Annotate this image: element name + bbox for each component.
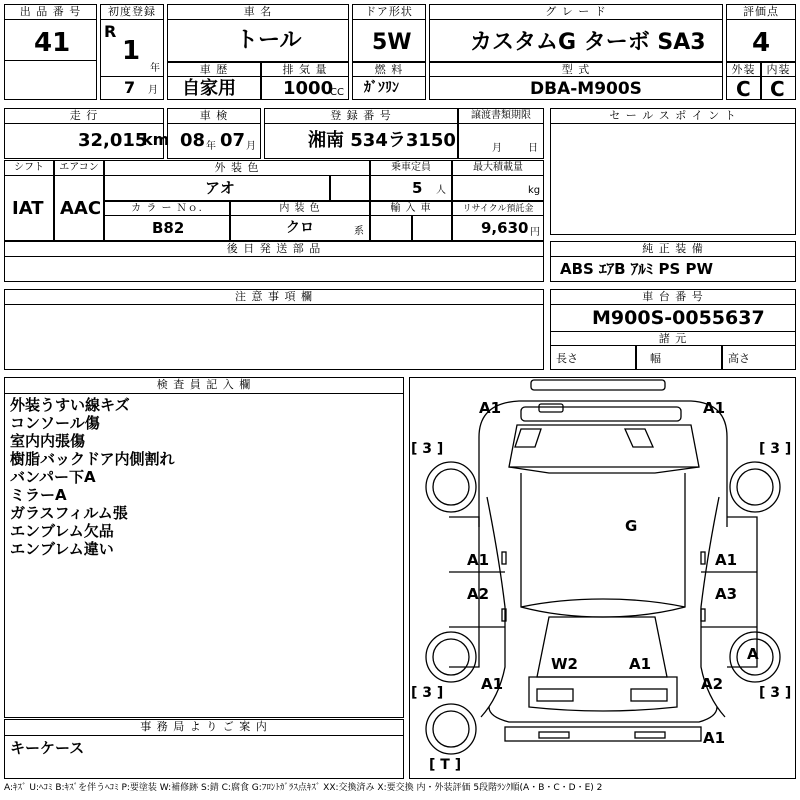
plate-label: 登 録 番 号 [264, 108, 458, 124]
import-label: 輸 入 車 [370, 201, 452, 216]
mileage-unit: km [142, 130, 170, 149]
plate-number: 湘南 534ラ3150 [308, 130, 456, 151]
model: DBA-M900S [530, 79, 642, 99]
transfer-label: 譲渡書類期限 [458, 108, 544, 124]
exterior-label: 外装 [726, 62, 761, 77]
damage-mark: A1 [703, 729, 726, 747]
score: 4 [752, 28, 771, 58]
inspector-note: ミラーA [10, 486, 67, 504]
inspector-note: 樹脂バックドア内側割れ [10, 450, 175, 468]
tire-tread-mark: [ 3 ] [759, 441, 792, 457]
history-label: 車 歴 [167, 62, 261, 77]
lot-sub-cell [4, 60, 97, 100]
tire-tread-mark: [ T ] [429, 757, 462, 773]
interior-color-unit: 系 [354, 226, 364, 237]
damage-mark: A1 [479, 399, 502, 417]
recycle-fee: 9,630 [481, 219, 529, 237]
door-label: ドア形状 [352, 4, 426, 20]
equipment-label: 純 正 装 備 [550, 241, 796, 257]
inspection-month-unit: 月 [246, 141, 256, 152]
inspection-year-unit: 年 [206, 141, 216, 152]
displacement-unit: CC [330, 87, 344, 98]
cowl-line [509, 467, 699, 473]
rear-outline [489, 707, 717, 722]
front-bumper-top [531, 380, 665, 390]
color-label: 外 装 色 [104, 160, 370, 176]
model-label: 型 式 [429, 62, 723, 77]
rear-lamp-left [537, 689, 573, 701]
damage-mark: A1 [629, 655, 652, 673]
width-label: 幅 [650, 352, 661, 365]
front-grille [521, 407, 681, 421]
import-cell-a [370, 215, 412, 241]
car-name: トール [236, 28, 302, 53]
interior-color: クロ [286, 220, 314, 236]
capacity-label: 乗車定員 [370, 160, 452, 176]
first-reg-label: 初度登録 [100, 4, 164, 20]
month-unit: 月 [148, 85, 158, 96]
inspection-label: 車 検 [167, 108, 261, 124]
grade-label: グ レ ー ド [429, 4, 723, 20]
first-reg-month: 7 [124, 78, 136, 97]
caution-box [4, 304, 544, 370]
inspector-notes [10, 396, 175, 558]
rear-bumper [505, 727, 701, 741]
damage-mark: A2 [467, 585, 490, 603]
inspector-note: エンブレム違い [10, 540, 114, 558]
rear-plate-right [635, 732, 665, 738]
year-unit: 年 [150, 63, 160, 74]
color-number: B82 [152, 219, 185, 237]
body-spacer [447, 517, 747, 637]
interior-grade: C [770, 77, 785, 101]
shift-label: シフト [4, 160, 54, 176]
length-label: 長さ [556, 352, 578, 365]
interior-color-label: 内 装 色 [230, 201, 370, 216]
sales-point-label: セ ー ル ス ポ イ ン ト [550, 108, 796, 124]
damage-mark: A2 [701, 675, 724, 693]
transfer-day-unit: 日 [528, 143, 538, 154]
damage-mark: A1 [467, 551, 490, 569]
mileage-label: 走 行 [4, 108, 164, 124]
rear-roof-line [521, 599, 685, 607]
damage-mark: A1 [715, 551, 738, 569]
windshield [509, 425, 699, 467]
score-label: 評価点 [726, 4, 796, 20]
later-parts-label: 後 日 発 送 部 品 [4, 241, 544, 257]
ac-label: エアコン [54, 160, 104, 176]
sales-point-box [550, 123, 796, 235]
history: 自家用 [182, 78, 236, 99]
mileage: 32,015 [78, 130, 148, 151]
office-label: 事 務 局 よ り ご 案 内 [4, 719, 404, 736]
displacement-label: 排 気 量 [261, 62, 349, 77]
damage-mark: A1 [703, 399, 726, 417]
inspection-month: 07 [220, 130, 246, 151]
capacity: 5 [412, 179, 423, 197]
inspector-note: エンブレム欠品 [10, 522, 114, 540]
first-reg-year: 1 [122, 36, 141, 66]
grade: カスタムG ターボ SA3 [470, 30, 706, 55]
chassis-label: 車 台 番 号 [550, 289, 796, 305]
caution-label: 注 意 事 項 欄 [4, 289, 544, 305]
wiper-right [625, 429, 653, 447]
tire-tread-mark: [ 3 ] [411, 441, 444, 457]
transfer-month-unit: 月 [492, 143, 502, 154]
load-label: 最大積載量 [452, 160, 544, 176]
left-handle-front [502, 552, 506, 564]
height-label: 高さ [728, 352, 750, 365]
ac: AAC [60, 198, 102, 219]
chassis-number: M900S-0055637 [592, 307, 765, 329]
rear-hatch [529, 677, 677, 711]
roof-outline [521, 473, 685, 617]
inspection-year: 08 [180, 130, 206, 151]
load-unit: kg [528, 185, 541, 196]
exterior-color: アオ [205, 179, 235, 197]
legend-text: A:ｷｽﾞ U:ﾍｺﾐ B:ｷｽﾞを伴うﾍｺﾐ P:要塗装 W:補修跡 S:錆 C:腐食 G:ﾌﾛﾝﾄｶﾞﾗｽ点ｷｽﾞ XX:交換済み X:要交換 内・外装評価 5段階ﾗﾝｸ順(A・B・C・D・E) 2 [4, 783, 603, 793]
right-handle-rear [701, 609, 705, 621]
recycle-unit: 円 [530, 227, 540, 238]
displacement: 1000 [283, 78, 334, 99]
damage-mark: A1 [481, 675, 504, 693]
spec-label: 諸 元 [550, 331, 796, 346]
inspector-note: バンパー下A [10, 468, 96, 486]
right-handle-front [701, 552, 705, 564]
damage-mark: W2 [551, 655, 578, 673]
inspector-note: コンソール傷 [10, 414, 100, 432]
lot-number: 41 [34, 28, 71, 58]
interior-label: 内装 [761, 62, 796, 77]
rear-lamp-right [631, 689, 667, 701]
equipment: ABS ｴｱB ｱﾙﾐ PS PW [560, 260, 714, 278]
tire-tread-mark: [ 3 ] [411, 685, 444, 701]
damage-mark: A3 [715, 585, 738, 603]
car-name-label: 車 名 [167, 4, 349, 20]
width-cell [636, 345, 722, 370]
office-note: キーケース [10, 739, 85, 757]
recycle-label: リサイクル預託金 [452, 201, 544, 216]
color-extra-cell [330, 175, 370, 201]
capacity-unit: 人 [436, 185, 446, 196]
damage-mark: A [747, 645, 759, 663]
front-emblem [539, 404, 563, 412]
damage-mark: G [625, 517, 638, 535]
inspector-note: 室内内張傷 [10, 432, 86, 450]
front-side-outline [479, 437, 727, 527]
exterior-grade: C [736, 77, 751, 101]
inspector-note: 外装うすい線キズ [10, 396, 130, 414]
fuel: ｶﾞｿﾘﾝ [364, 80, 399, 96]
fuel-label: 燃 料 [352, 62, 426, 77]
rear-plate-left [539, 732, 569, 738]
import-cell-b [412, 215, 452, 241]
shift: IAT [12, 198, 44, 219]
left-handle-rear [502, 609, 506, 621]
tire-tread-mark: [ 3 ] [759, 685, 792, 701]
inspector-note: ガラスフィルム張 [10, 504, 128, 522]
later-parts-box [4, 256, 544, 282]
inspector-label: 検 査 員 記 入 欄 [4, 377, 404, 394]
lot-label: 出 品 番 号 [4, 4, 97, 20]
color-no-label: カ ラ ー Ｎｏ. [104, 201, 230, 216]
wiper-left [515, 429, 541, 447]
door-type: 5W [372, 30, 412, 55]
car-damage-diagram [409, 377, 796, 779]
era-letter: R [104, 22, 117, 41]
